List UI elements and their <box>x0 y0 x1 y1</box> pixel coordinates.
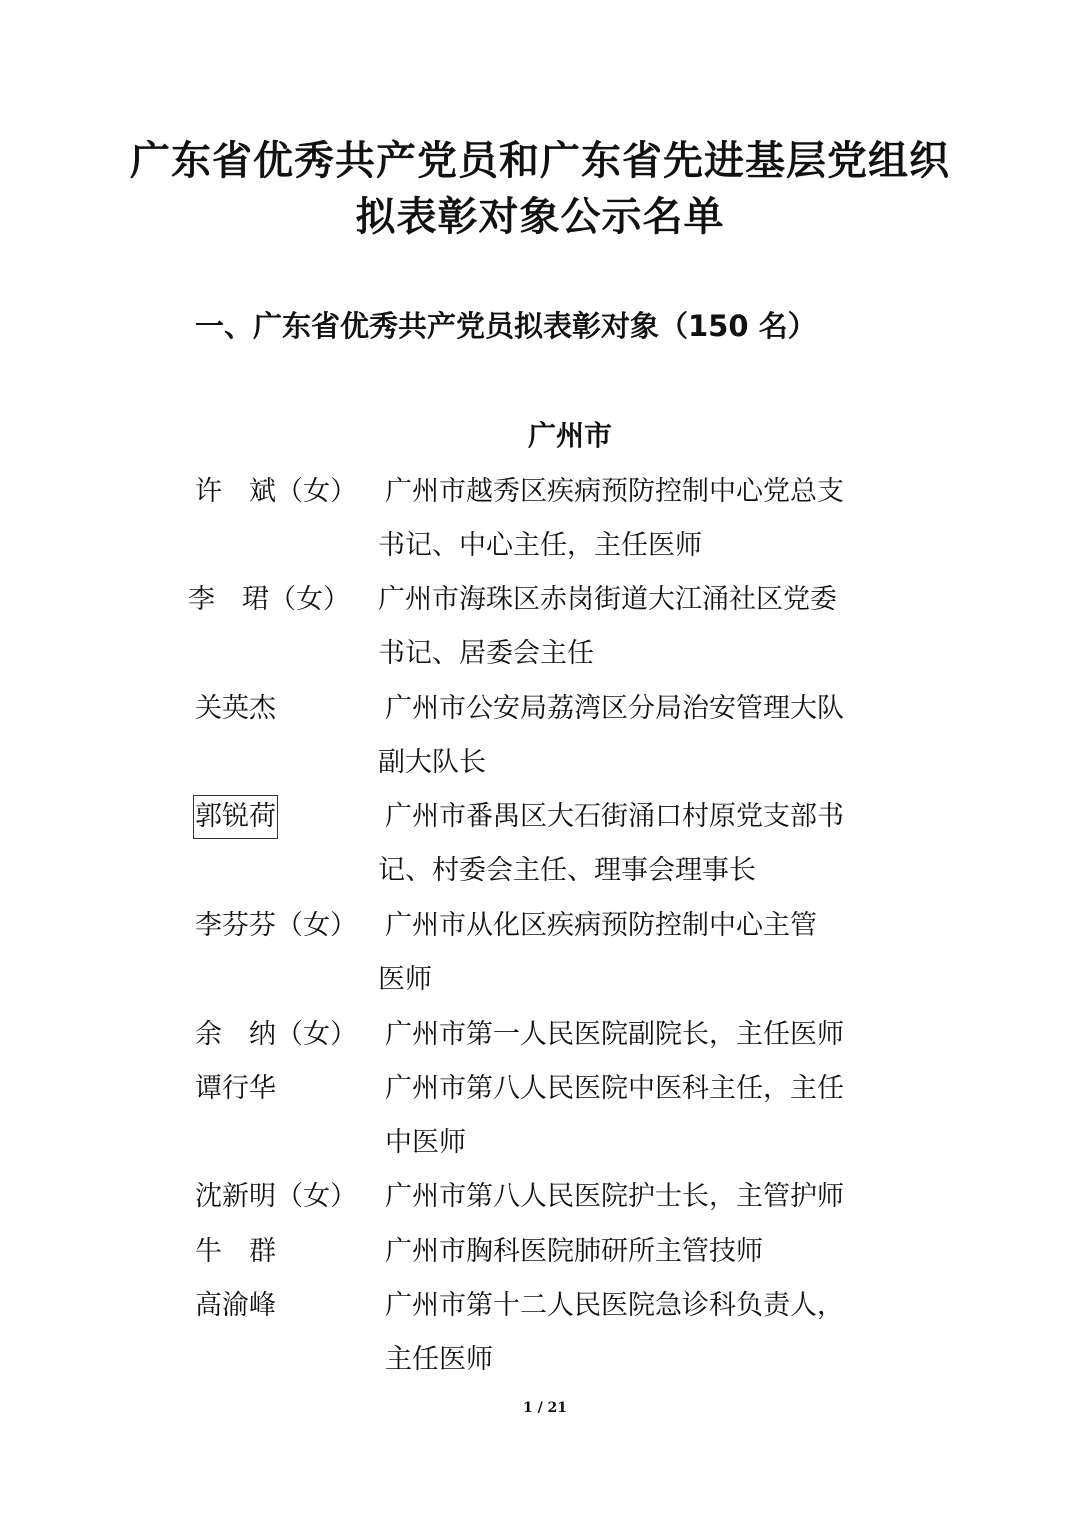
entry-description-line: 广州市第八人民医院护士长，主管护师 <box>385 1181 844 1212</box>
entry-description-line: 广州市海珠区赤岗街道大江涌社区党委 <box>378 584 837 615</box>
section-heading: 一、广东省优秀共产党员拟表彰对象（150 名） <box>195 309 817 343</box>
entry-description-line: 书记、中心主任，主任医师 <box>378 530 702 561</box>
entry-name: 高渝峰 <box>195 1290 276 1321</box>
entry-name: 李 珺（女） <box>188 584 350 615</box>
entry-name: 谭行华 <box>195 1073 276 1104</box>
entry-name: 余 纳（女） <box>195 1019 357 1050</box>
entry-name: 许 斌（女） <box>195 476 357 507</box>
document-title-line-1: 广东省优秀共产党员和广东省先进基层党组织 <box>130 137 950 184</box>
entry-name: 牛 群 <box>195 1236 276 1267</box>
entry-name: 沈新明（女） <box>195 1181 357 1212</box>
entry-name-highlighted: 郭锐荷 <box>195 797 276 837</box>
entry-description-line: 广州市番禺区大石街涌口村原党支部书 <box>385 801 844 832</box>
entry-description-line: 记、村委会主任、理事会理事长 <box>378 855 756 886</box>
entry-description-line: 广州市第八人民医院中医科主任，主任 <box>385 1073 844 1104</box>
entry-description-line: 医师 <box>378 964 432 995</box>
entry-description-line: 广州市第十二人民医院急诊科负责人， <box>385 1290 844 1321</box>
entry-description-line: 广州市公安局荔湾区分局治安管理大队 <box>385 693 844 724</box>
entry-name: 李芬芬（女） <box>195 910 357 941</box>
page-number: 1 / 21 <box>522 1400 568 1416</box>
entry-description-line: 广州市越秀区疾病预防控制中心党总支 <box>385 476 844 507</box>
entry-description-line: 广州市胸科医院肺研所主管技师 <box>385 1236 763 1267</box>
city-heading: 广州市 <box>527 419 612 452</box>
entry-description-line: 书记、居委会主任 <box>378 638 594 669</box>
entry-description-line: 主任医师 <box>385 1344 493 1375</box>
entry-name: 关英杰 <box>195 693 276 724</box>
document-title-line-2: 拟表彰对象公示名单 <box>355 193 725 240</box>
entry-description-line: 广州市第一人民医院副院长，主任医师 <box>385 1019 844 1050</box>
entry-description-line: 广州市从化区疾病预防控制中心主管 <box>385 910 817 941</box>
entry-description-line: 副大队长 <box>378 747 486 778</box>
entry-description-line: 中医师 <box>385 1127 466 1158</box>
